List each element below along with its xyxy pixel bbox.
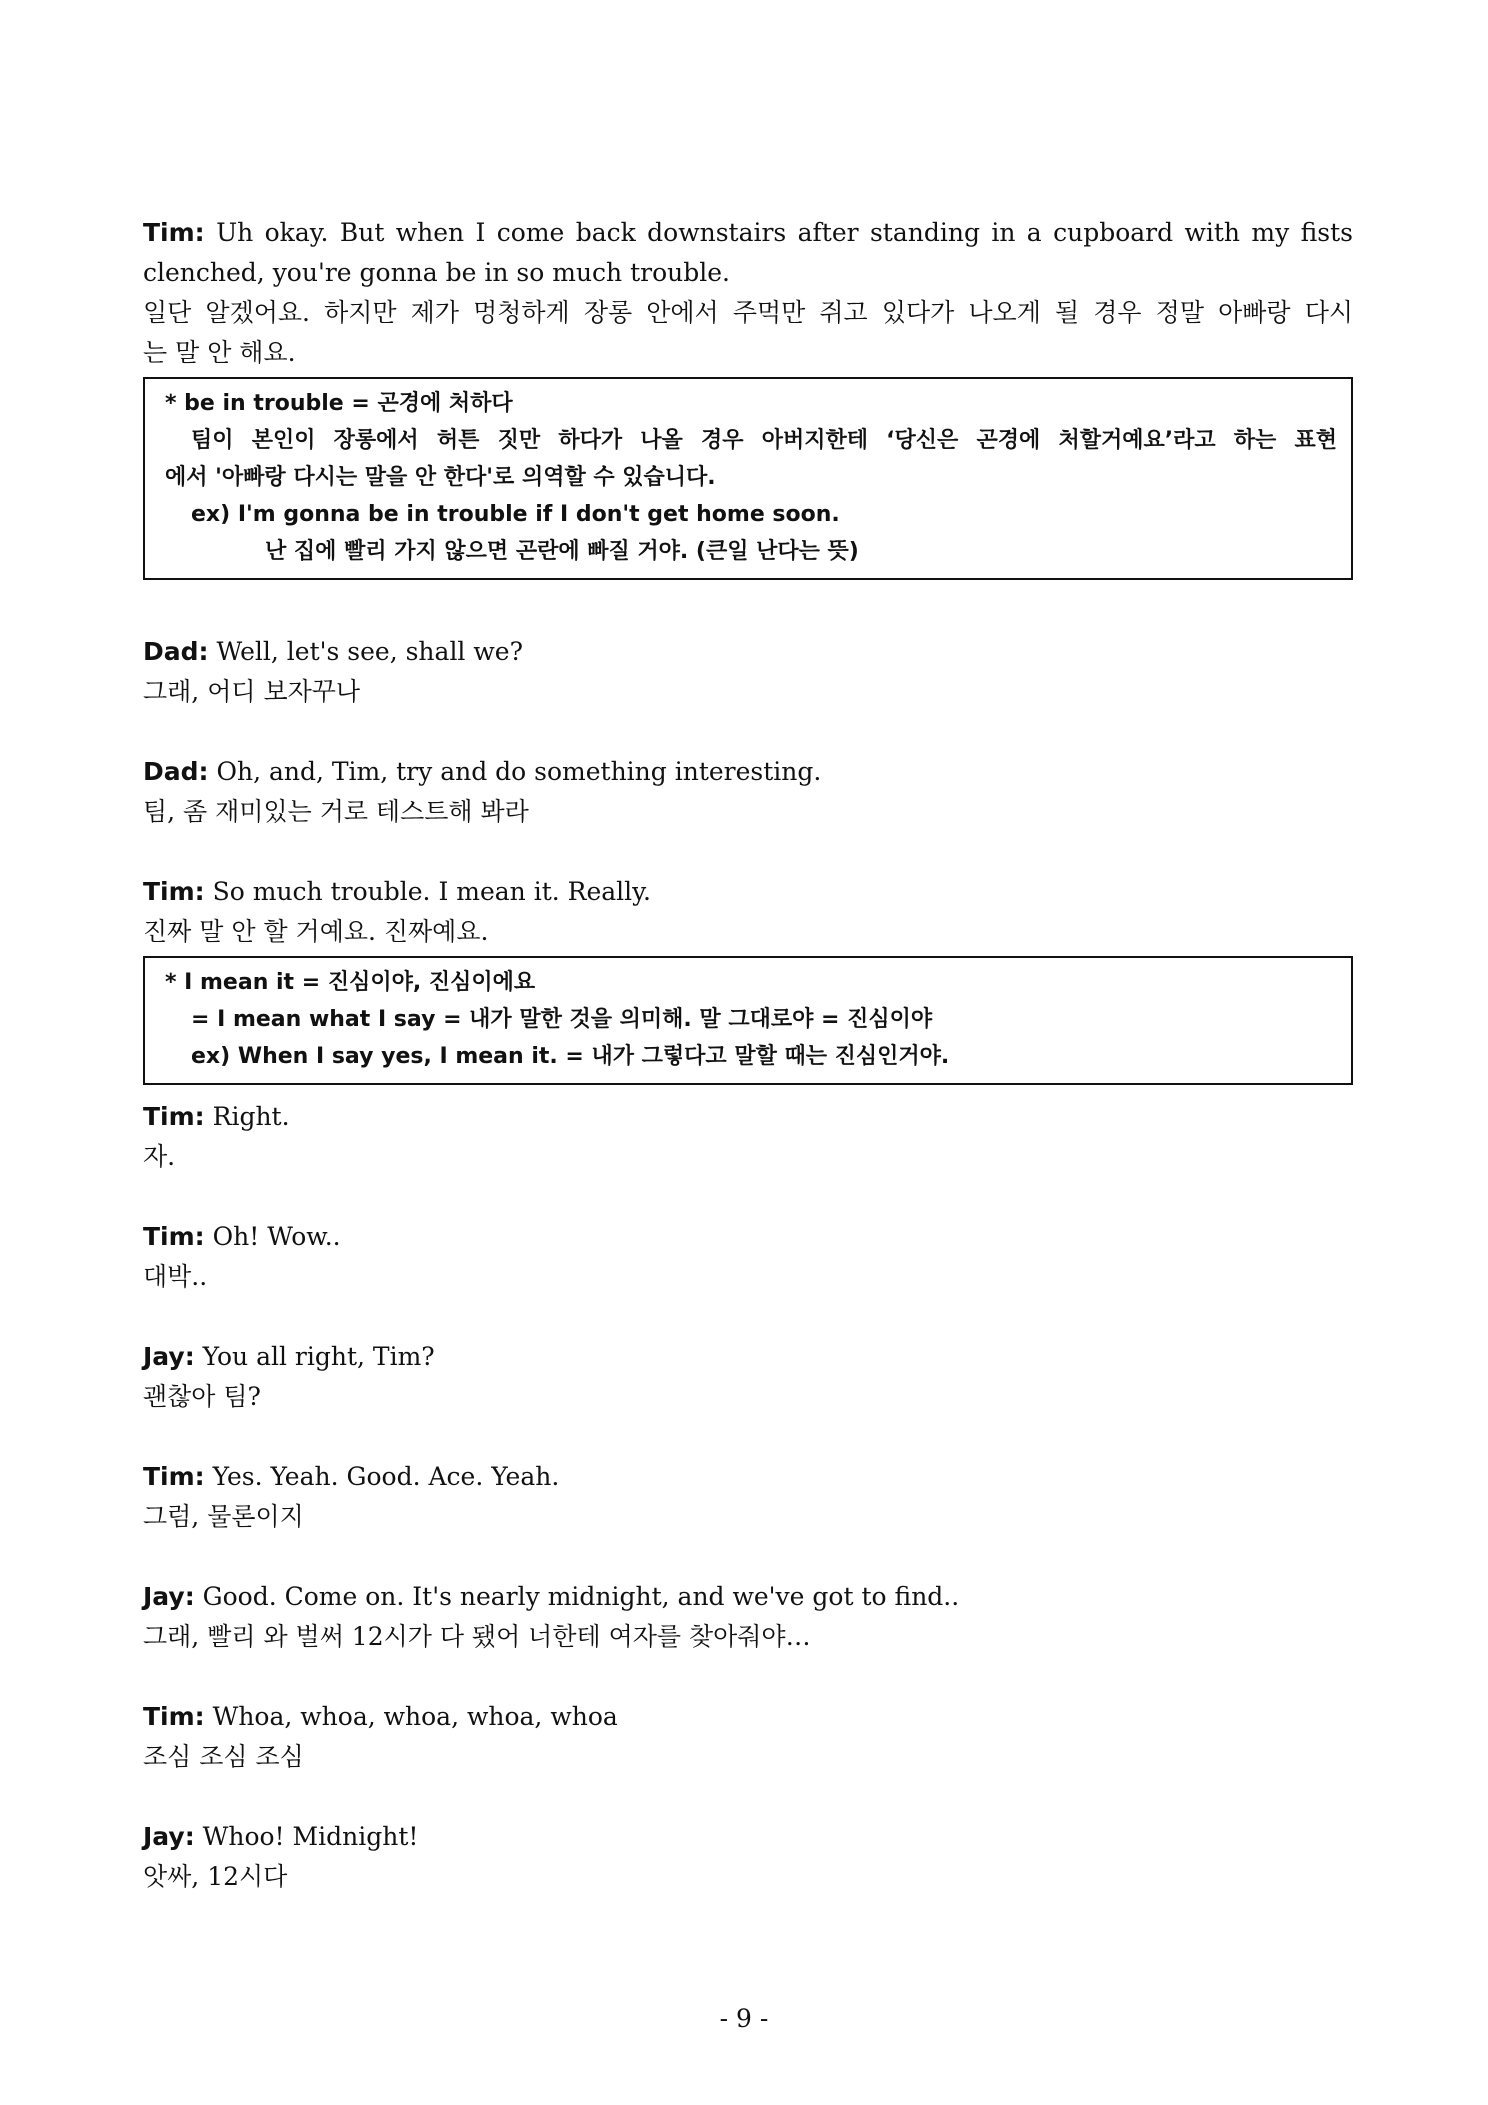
dialogue-jay-3 [143,1817,1353,1897]
dialogue-tim-2 [143,872,1353,952]
english-text: Yes. Yeah. Good. Ace. Yeah. [212,1462,560,1491]
dialogue-dad-1 [143,632,1353,712]
english-text: Whoa, whoa, whoa, whoa, whoa [212,1702,618,1731]
page-number: - 9 - [719,2004,769,2033]
speaker-name: Tim: [143,1462,205,1491]
dialogue-tim-3 [143,1097,1353,1177]
english-text: Whoo! Midnight! [202,1822,419,1851]
english-text: Oh! Wow.. [212,1222,341,1251]
korean-text: 앗싸, 12시다 [143,1862,288,1891]
dialogue-line [143,1097,1353,1137]
korean-text: 일단 알겠어요. 하지만 제가 멍청하게 장롱 안에서 주먹만 쥐고 있다가 나오게 될 경우 정말 아빠랑 다시 [143,298,1353,327]
note-heading: * be in trouble = 곤경에 처하다 [165,391,513,416]
speaker-name: Tim: [143,1702,205,1731]
korean-text: 팀, 좀 재미있는 거로 테스트해 봐라 [143,797,529,826]
dialogue-line [143,632,1353,672]
korean-text-cont: 는 말 안 해요. [143,338,296,367]
speaker-name: Jay: [143,1342,195,1371]
note-example-translation: 난 집에 빨리 가지 않으면 곤란에 빠질 거야. (큰일 난다는 뜻) [265,539,859,564]
document-body [143,213,1353,1897]
dialogue-tim-6 [143,1697,1353,1777]
dialogue-line [143,1337,1353,1377]
speaker-name: Tim: [143,1222,205,1251]
korean-text: 조심 조심 조심 [143,1742,304,1771]
korean-text: 괜찮아 팀? [143,1382,261,1411]
speaker-name: Dad: [143,637,209,666]
note-synonym: = I mean what I say = 내가 말한 것을 의미해. 말 그대로야 = 진심이야 [191,1007,933,1032]
vocab-note-be-in-trouble [143,377,1353,580]
korean-text: 그래, 어디 보자꾸나 [143,677,361,706]
vocab-note-i-mean-it [143,956,1353,1085]
dialogue-line [143,752,1353,792]
note-explanation: 팀이 본인이 장롱에서 허튼 짓만 하다가 나올 경우 아버지한테 ‘당신은 곤경에 처할거예요’라고 하는 표현 [191,428,1337,453]
english-text: Uh okay. But when I come back downstairs after standing in a cupboard with my fists [216,218,1354,247]
dialogue-tim-4 [143,1217,1353,1297]
korean-text: 자. [143,1142,176,1171]
english-text-cont: clenched, you're gonna be in so much trouble. [143,258,730,287]
note-heading: * I mean it = 진심이야, 진심이에요 [165,970,536,995]
speaker-name: Dad: [143,757,209,786]
korean-text: 대박.. [143,1262,208,1291]
note-example: ex) When I say yes, I mean it. = 내가 그렇다고 말할 때는 진심인거야. [191,1044,950,1069]
dialogue-jay-2 [143,1577,1353,1657]
note-explanation-cont: 에서 '아빠랑 다시는 말을 안 한다'로 의역할 수 있습니다. [165,465,716,490]
speaker-name: Tim: [143,218,205,247]
speaker-name: Jay: [143,1822,195,1851]
note-example: ex) I'm gonna be in trouble if I don't get home soon. [191,502,840,527]
dialogue-tim-5 [143,1457,1353,1537]
dialogue-line [143,213,1353,253]
korean-text: 그래, 빨리 와 벌써 12시가 다 됐어 너한테 여자를 찾아줘야… [143,1622,811,1651]
dialogue-line [143,1577,1353,1617]
english-text: You all right, Tim? [202,1342,435,1371]
dialogue-line [143,872,1353,912]
korean-text: 진짜 말 안 할 거예요. 진짜예요. [143,917,489,946]
dialogue-line [143,1217,1353,1257]
dialogue-tim-1 [143,213,1353,373]
english-text: Right. [212,1102,290,1131]
dialogue-dad-2 [143,752,1353,832]
dialogue-jay-1 [143,1337,1353,1417]
dialogue-line [143,1457,1353,1497]
dialogue-line [143,1817,1353,1857]
english-text: Oh, and, Tim, try and do something interesting. [216,757,822,786]
dialogue-line [143,1697,1353,1737]
english-text: Well, let's see, shall we? [216,637,523,666]
speaker-name: Tim: [143,1102,205,1131]
english-text: So much trouble. I mean it. Really. [212,877,651,906]
english-text: Good. Come on. It's nearly midnight, and we've got to find.. [202,1582,960,1611]
speaker-name: Jay: [143,1582,195,1611]
korean-text: 그럼, 물론이지 [143,1502,304,1531]
speaker-name: Tim: [143,877,205,906]
